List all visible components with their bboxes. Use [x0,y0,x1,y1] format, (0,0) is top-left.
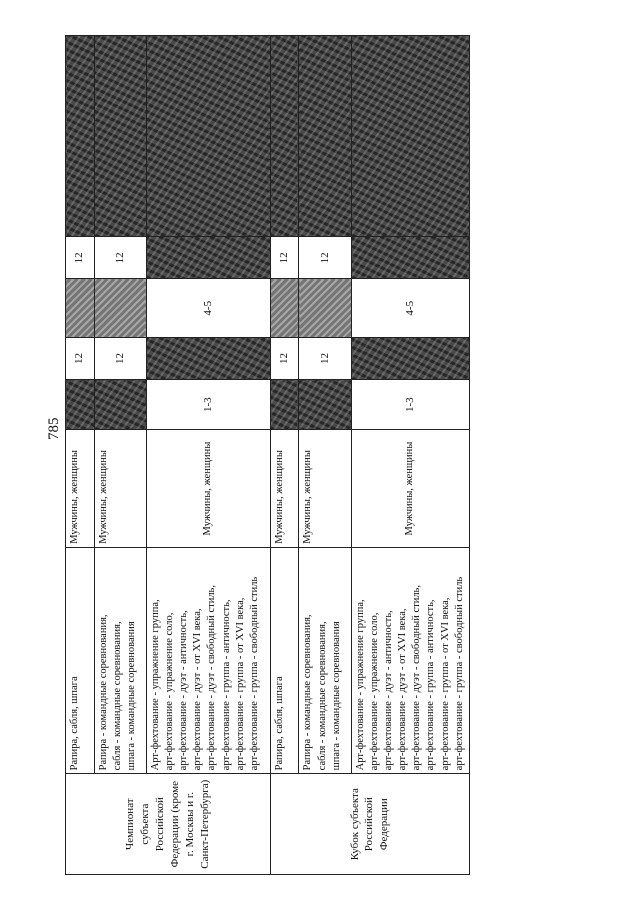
discipline-line: арт-фехтование - дуэт - от XVI века, [192,608,204,771]
discipline-line: сабля - командные соревнования, [316,621,328,771]
discipline-line: арт-фехтование - группа - свободный стиль [453,576,465,771]
table-row [66,36,95,875]
col-c-cell [66,279,95,338]
col-a-cell: 1-3 [351,380,469,430]
discipline-line: сабля - командные соревнования, [111,621,123,771]
discipline-line: арт-фехтование - дуэт - античность, [178,610,190,771]
col-c-cell: 4-5 [351,279,469,338]
discipline-cell [66,547,95,774]
col-b-cell: 12 [66,338,95,380]
discipline-line: Арт-фехтование - упражнение группа, [354,599,366,771]
discipline-line: Рапира, сабля, шпага [69,676,80,771]
col-d-cell: 12 [270,237,299,279]
col-d-cell [351,237,469,279]
rotated-table-sheet [65,35,470,875]
table-row [146,36,270,875]
col-a-cell [299,380,351,430]
shaded-cell [146,36,270,237]
col-a-cell [66,380,95,430]
shaded-cell [66,36,95,237]
shaded-cell [351,36,469,237]
discipline-line: арт-фехтование - группа - от XVI века, [234,597,246,771]
table-row [270,36,299,875]
discipline-line: арт-фехтование - упражнение соло, [368,612,380,771]
discipline-line: арт-фехтование - группа - античность, [425,599,437,771]
shaded-cell [270,36,299,237]
col-c-cell: 4-5 [146,279,270,338]
discipline-cell [146,547,270,774]
col-d-cell: 12 [94,237,146,279]
col-c-cell [270,279,299,338]
col-a-cell [270,380,299,430]
sports-table [65,35,470,875]
shaded-cell [299,36,351,237]
gender-cell: Мужчины, женщины [66,430,95,547]
col-b-cell: 12 [299,338,351,380]
discipline-line: арт-фехтование - дуэт - античность, [382,610,394,771]
discipline-cell [270,547,299,774]
col-b-cell [351,338,469,380]
discipline-line: шпага - командные соревнования [125,621,137,771]
col-b-cell [146,338,270,380]
col-a-cell [94,380,146,430]
table-row [299,36,351,875]
discipline-line: Рапира - командные соревнования, [302,614,314,771]
table-row [94,36,146,875]
col-d-cell: 12 [299,237,351,279]
gender-cell: Мужчины, женщины [351,430,469,547]
gender-cell: Мужчины, женщины [299,430,351,547]
col-d-cell [146,237,270,279]
col-c-cell [299,279,351,338]
discipline-cell [351,547,469,774]
discipline-line: арт-фехтование - группа - античность, [220,599,232,771]
gender-cell: Мужчины, женщины [270,430,299,547]
event-name: Чемпионат субъекта Российской Федерации (кроме г. Москвы и г. Санкт-Петербурга) [66,774,271,875]
discipline-line: арт-фехтование - группа - от XVI века, [439,597,451,771]
gender-cell: Мужчины, женщины [146,430,270,547]
col-b-cell: 12 [270,338,299,380]
discipline-line: арт-фехтование - группа - свободный стиль [248,576,260,771]
gender-cell: Мужчины, женщины [94,430,146,547]
event-name: Кубок субъекта Российской Федерации [270,774,469,875]
col-a-cell: 1-3 [146,380,270,430]
discipline-line: Арт-фехтование - упражнение группа, [149,599,161,771]
table-row [351,36,469,875]
discipline-line: Рапира, сабля, шпага [273,676,285,771]
discipline-line: арт-фехтование - упражнение соло, [163,612,175,771]
discipline-line: арт-фехтование - дуэт - от XVI века, [397,608,409,771]
discipline-line: Рапира - командные соревнования, [97,614,109,771]
col-c-cell [94,279,146,338]
shaded-cell [94,36,146,237]
discipline-cell [299,547,351,774]
discipline-line: шпага - командные соревнования [330,621,342,771]
page-number: 785 [46,417,62,440]
discipline-cell [94,547,146,774]
col-b-cell: 12 [94,338,146,380]
discipline-line: арт-фехтование - дуэт - свободный стиль, [206,585,218,771]
discipline-line: арт-фехтование - дуэт - свободный стиль, [411,585,423,771]
col-d-cell: 12 [66,237,95,279]
